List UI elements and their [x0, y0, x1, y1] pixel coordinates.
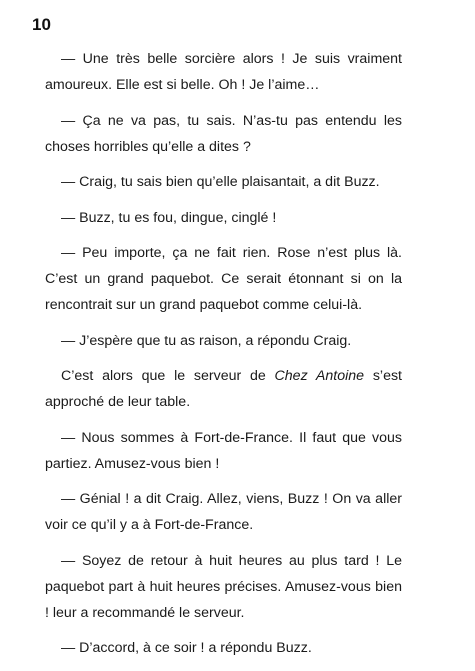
paragraph: — D’accord, à ce soir ! a répondu Buzz. — [61, 640, 312, 656]
paragraph: — Buzz, tu es fou, dingue, cinglé ! — [61, 209, 277, 226]
page-number: 10 — [32, 15, 51, 34]
paragraph: — Ça ne va pas, tu sais. N’as-tu pas entendu les choses horribles qu’elle a dites ? — [45, 112, 402, 155]
paragraph: — Une très belle sorcière alors ! Je suis vraiment amoureux. Elle est si belle. Oh ! Je l’aime… — [45, 51, 402, 93]
paragraph: — Craig, tu sais bien qu’elle plaisantait, a dit Buzz. — [61, 174, 380, 190]
paragraph: — J’espère que tu as raison, a répondu Craig. — [61, 332, 352, 349]
paragraph: — Peu importe, ça ne fait rien. Rose n’est plus là. C’est un grand paquebot. Ce serait étonnant si on la rencontrait sur un grand paquebot comme celui-là. — [45, 245, 402, 313]
body-text — [45, 46, 402, 671]
paragraph: — Génial ! a dit Craig. Allez, viens, Buzz ! On va aller voir ce qu’il y a à Fort-de-France. — [45, 491, 402, 533]
paragraph: — Nous sommes à Fort-de-France. Il faut que vous partiez. Amusez-vous bien ! — [45, 429, 402, 472]
paragraph — [45, 363, 402, 415]
paragraph: — Soyez de retour à huit heures au plus tard ! Le paquebot part à huit heures précises. Amusez-vous bien ! leur a recommandé le serveur. — [45, 552, 402, 621]
paragraph-text: C’est alors que le serveur de — [61, 368, 275, 384]
paragraph-text: s’est approché de leur table. — [45, 368, 402, 410]
restaurant-name: Chez Antoine — [274, 368, 365, 384]
